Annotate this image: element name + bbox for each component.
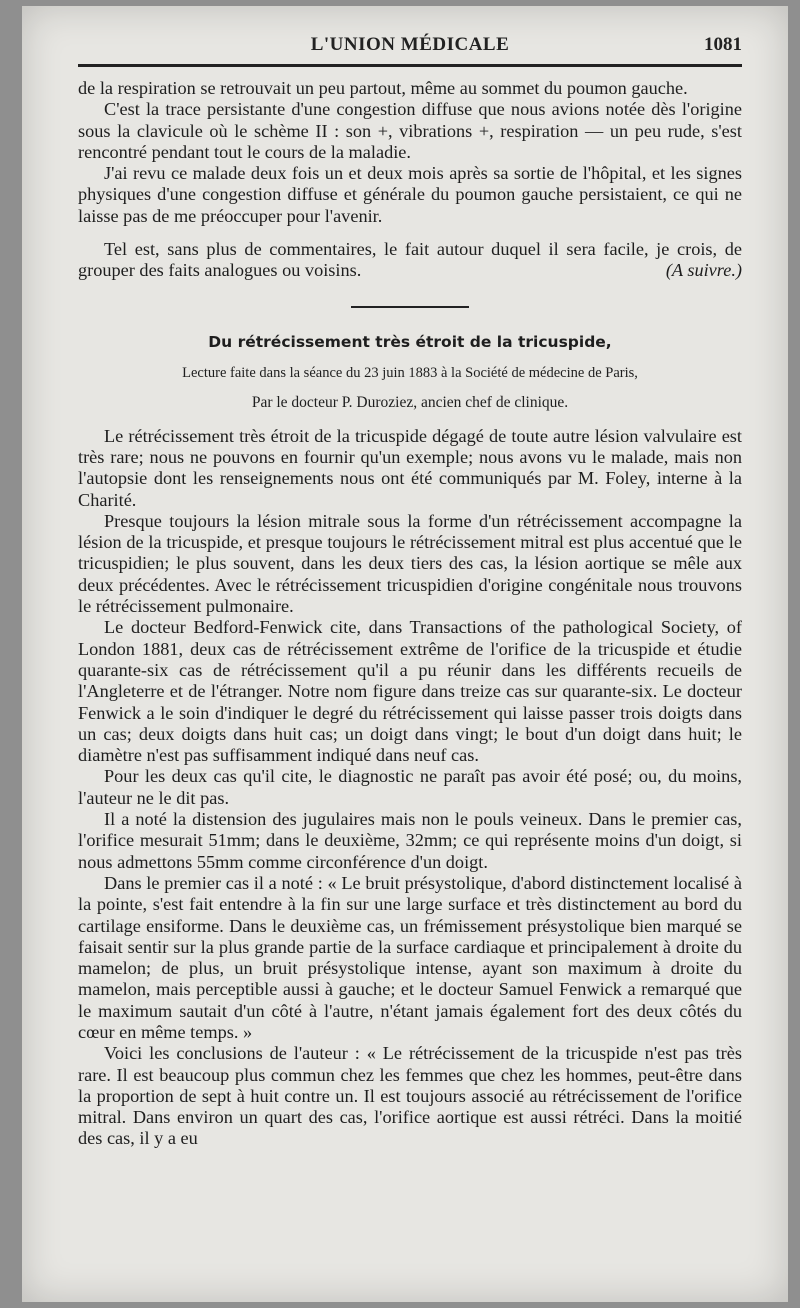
article-lecture-note: Lecture faite dans la séance du 23 juin 1883 à la Société de médecine de Paris,	[182, 364, 638, 381]
article-paragraph-5: Il a noté la distension des jugulaires mais non le pouls veineux. Dans le premier cas, l'orifice mesurait 51mm; dans le deuxième, 32mm; ce qui représente moins d'un doigt, si nous admettons 55mm comme circonférence d'un doigt.	[78, 809, 742, 872]
article-paragraph-2: Presque toujours la lésion mitrale sous la forme d'un rétrécissement accompagne la lésion de la tricuspide, et presque toujours le rétrécissement mitral est plus accentué que le tricuspidien; le plus souvent, dans les deux tiers des cas, la lésion aortique se mêle aux deux précédentes. Avec le rétrécissement tricuspidien d'origine congénitale nous trouvons le rétrécissement pulmonaire.	[78, 510, 742, 617]
article-paragraph-7: Voici les conclusions de l'auteur : « Le rétrécissement de la tricuspide n'est pas très rare. Il est beaucoup plus commun chez les femmes que chez les hommes, peut-être dans la proportion de sept à huit contre un. Il est toujours associé au rétrécissement de l'orifice mitral. Dans environ un quart des cas, l'orifice aortique est aussi rétréci. Dans la moitié des cas, il y a eu	[78, 1043, 742, 1149]
intro-paragraph-4	[78, 239, 742, 282]
article-paragraph-6: Dans le premier cas il a noté : « Le bruit présystolique, d'abord distinctement localisé à la pointe, s'est fait entendre à la fin sur une large surface et très distinctement au bord du cartilage ensiforme. Dans le deuxième cas, un frémissement présystolique bien marqué se faisait sentir sur la plus grande partie de la surface cardiaque et principalement à droite du mamelon; de plus, un bruit présystolique intense, ayant son maximum à droite du mamelon, mais perceptible aussi à gauche; et le docteur Samuel Fenwick a remarqué que le maximum sautait d'un côté à l'autre, n'étant jamais également fort des deux côtés du cœur en même temps. »	[78, 872, 742, 1042]
article-paragraph-1: Le rétrécissement très étroit de la tricuspide dégagé de toute autre lésion valvulaire est très rare; nous ne pouvons en fournir qu'un exemple; nous avons vu le malade, mais non l'autopsie dont les renseignements nous ont été communiqués par M. Foley, interne à la Charité.	[78, 425, 742, 510]
intro-paragraph-4-text: Tel est, sans plus de commentaires, le fait autour duquel il sera facile, je crois, de grouper des faits analogues ou voisins.	[78, 239, 742, 281]
page-number: 1081	[704, 34, 742, 55]
article-author: Par le docteur P. Duroziez, ancien chef de clinique.	[251, 393, 569, 411]
intro-paragraph-2: C'est la trace persistante d'une congestion diffuse que nous avions notée dès l'origine sous la clavicule où le schème II : son +, vibrations +, respiration — un peu rude, s'est rencontré pendant tout le cours de la maladie.	[78, 99, 742, 162]
page-content	[78, 78, 742, 1150]
to-be-continued: (A suivre.)	[665, 260, 742, 281]
intro-paragraph-3: J'ai revu ce malade deux fois un et deux mois après sa sortie de l'hôpital, et les signes physiques d'une congestion diffuse et générale du poumon gauche persistaient, ce qui ne laisse pas de me préoccuper pour l'avenir.	[78, 163, 742, 226]
journal-page	[22, 6, 788, 1302]
journal-title: L'UNION MÉDICALE	[310, 34, 510, 55]
intro-paragraph-1: de la respiration se retrouvait un peu partout, même au sommet du poumon gauche.	[78, 78, 688, 98]
section-divider	[351, 306, 469, 308]
article-paragraph-3: Le docteur Bedford-Fenwick cite, dans Transactions of the pathological Society, of London 1881, deux cas de rétrécissement extrême de l'orifice de la tricuspide et étudie quarante-six cas de rétrécissement qu'il a pu réunir dans les différents recueils de l'Angleterre et de l'étranger. Notre nom figure dans treize cas sur quarante-six. Le docteur Fenwick a le soin d'indiquer le degré du rétrécissement qui laisse passer trois doigts dans un cas; deux doigts dans huit cas; un doigt dans vingt; le bout d'un doigt dans huit; le diamètre n'est pas suffisamment indiqué dans neuf cas.	[78, 617, 742, 766]
running-header	[78, 28, 742, 67]
article-paragraph-4: Pour les deux cas qu'il cite, le diagnostic ne paraît pas avoir été posé; ou, du moins, l'auteur ne le dit pas.	[78, 766, 742, 808]
article-title: Du rétrécissement très étroit de la tricuspide,	[208, 332, 612, 351]
